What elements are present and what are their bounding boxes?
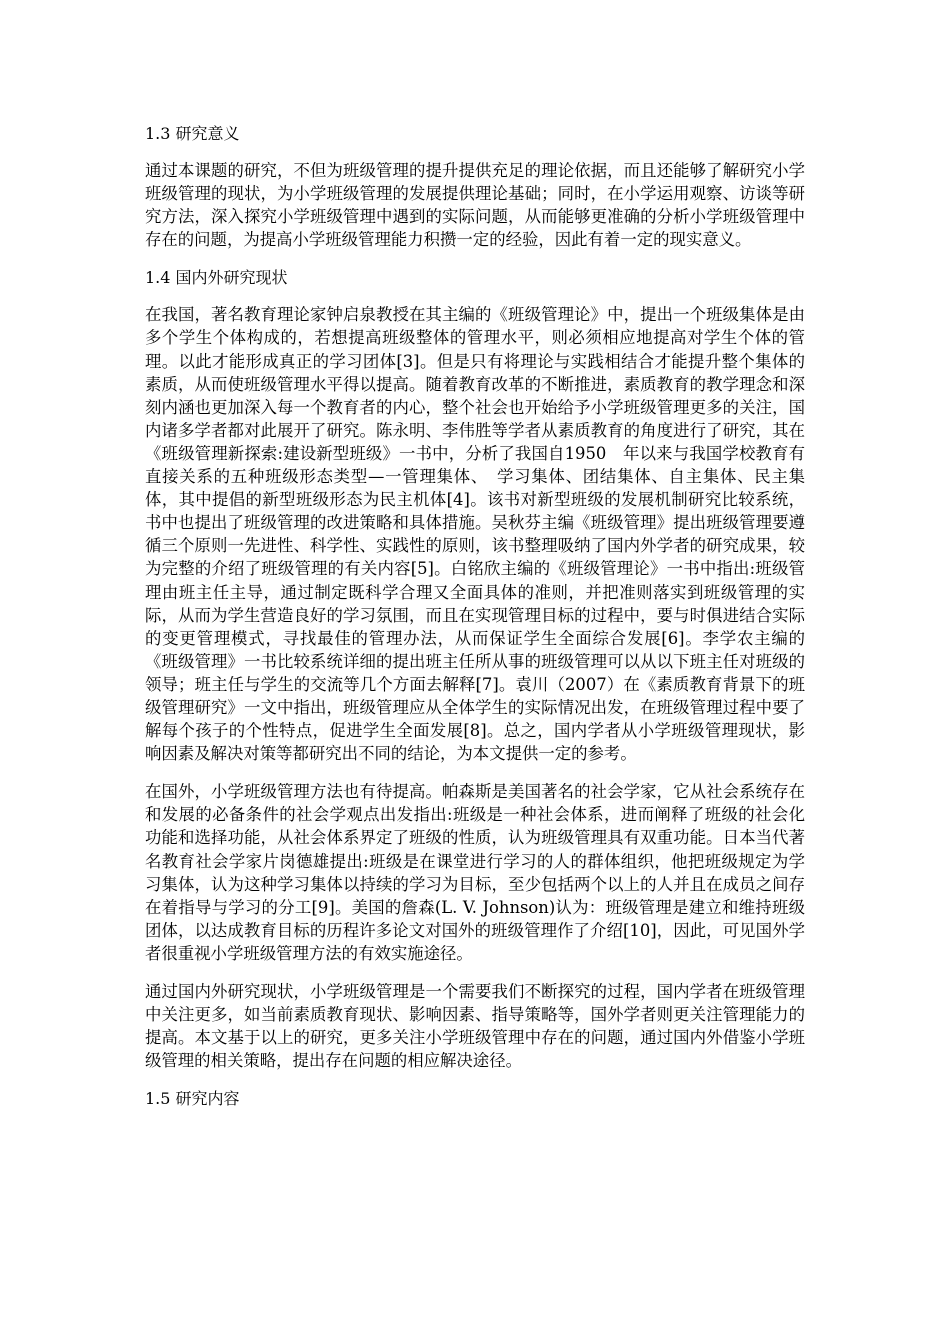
section-heading-1-4: 1.4 国内外研究现状 [145,268,288,288]
paragraph-research-significance: 通过本课题的研究，不但为班级管理的提升提供充足的理论依据，而且还能够了解研究小学班级管理的现状，为小学班级管理的发展提供理论基础；同时，在小学运用观察、访谈等研究方法，深入探究小学班级管理中遇到的实际问题，从而能够更准确的分析小学班级管理中存在的问题，为提高小学班级管理能力积攒一定的经验，因此有着一定的现实意义。 [145,161,805,250]
paragraph-foreign-research: 在国外，小学班级管理方法也有待提高。帕森斯是美国著名的社会学家，它从社会系统存在和发展的必备条件的社会学观点出发指出:班级是一种社会体系，进而阐释了班级的社会化功能和选择功能，从社会体系界定了班级的性质，认为班级管理具有双重功能。日本当代著名教育社会学家片岗德雄提出:班级是在课堂进行学习的人的群体组织，他把班级规定为学习集体，认为这种学习集体以持续的学习为目标，至少包括两个以上的人并且在成员之间存在着指导与学习的分工[9]。美国的詹森(L. V. Johnson)认为：班级管理是建立和维持班级团体，以达成教育目标的历程许多论文对国外的班级管理作了介绍[10]，因此，可见国外学者很重视小学班级管理方法的有效实施途径。 [145,782,805,963]
paragraph-research-summary: 通过国内外研究现状，小学班级管理是一个需要我们不断探究的过程，国内学者在班级管理中关注更多，如当前素质教育现状、影响因素、指导策略等，国外学者则更关注管理能力的提高。本文基于以上的研究，更多关注小学班级管理中存在的问题，通过国内外借鉴小学班级管理的相关策略，提出存在问题的相应解决途径。 [145,982,805,1071]
section-heading-1-5: 1.5 研究内容 [145,1089,240,1109]
document-page [145,122,805,1124]
paragraph-domestic-research: 在我国，著名教育理论家钟启泉教授在其主编的《班级管理论》中，提出一个班级集体是由多个学生个体构成的，若想提高班级整体的管理水平，则必须相应地提高对学生个体的管理。以此才能形成真正的学习团体[3]。但是只有将理论与实践相结合才能提升整个集体的素质，从而使班级管理水平得以提高。随着教育改革的不断推进，素质教育的教学理念和深刻内涵也更加深入每一个教育者的内心，整个社会也开始给予小学班级管理更多的关注，国内诸多学者都对此展开了研究。陈永明、李伟胜等学者从素质教育的角度进行了研究，其在《班级管理新探索:建设新型班级》一书中，分析了我国自1950 年以来与我国学校教育有直接关系的五种班级形态类型—一管理集体、 学习集体、团结集体、自主集体、民主集体，其中提倡的新型班级形态为民主机体[4]。该书对新型班级的发展机制研究比较系统，书中也提出了班级管理的改进策略和具体措施。吴秋芬主编《班级管理》提出班级管理要遵循三个原则一先进性、科学性、实践性的原则，该书整理吸纳了国内外学者的研究成果，较为完整的介绍了班级管理的有关内容[5]。白铭欣主编的《班级管理论》一书中指出:班级管理由班主任主导，通过制定既科学合理又全面具体的准则，并把准则落实到班级管理的实际，从而为学生营造良好的学习氛围，而且在实现管理目标的过程中，要与时俱进结合实际的变更管理模式，寻找最佳的管理办法，从而保证学生全面综合发展[6]。李学农主编的《班级管理》一书比较系统详细的提出班主任所从事的班级管理可以从以下班主任对班级的领导；班主任与学生的交流等几个方面去解释[7]。袁川（2007）在《素质教育背景下的班级管理研究》一文中指出，班级管理应从全体学生的实际情况出发，在班级管理过程中要了解每个孩子的个性特点，促进学生全面发展[8]。总之，国内学者从小学班级管理现状，影响因素及解决对策等都研究出不同的结论，为本文提供一定的参考。 [145,305,805,764]
section-heading-1-3: 1.3 研究意义 [145,124,240,143]
